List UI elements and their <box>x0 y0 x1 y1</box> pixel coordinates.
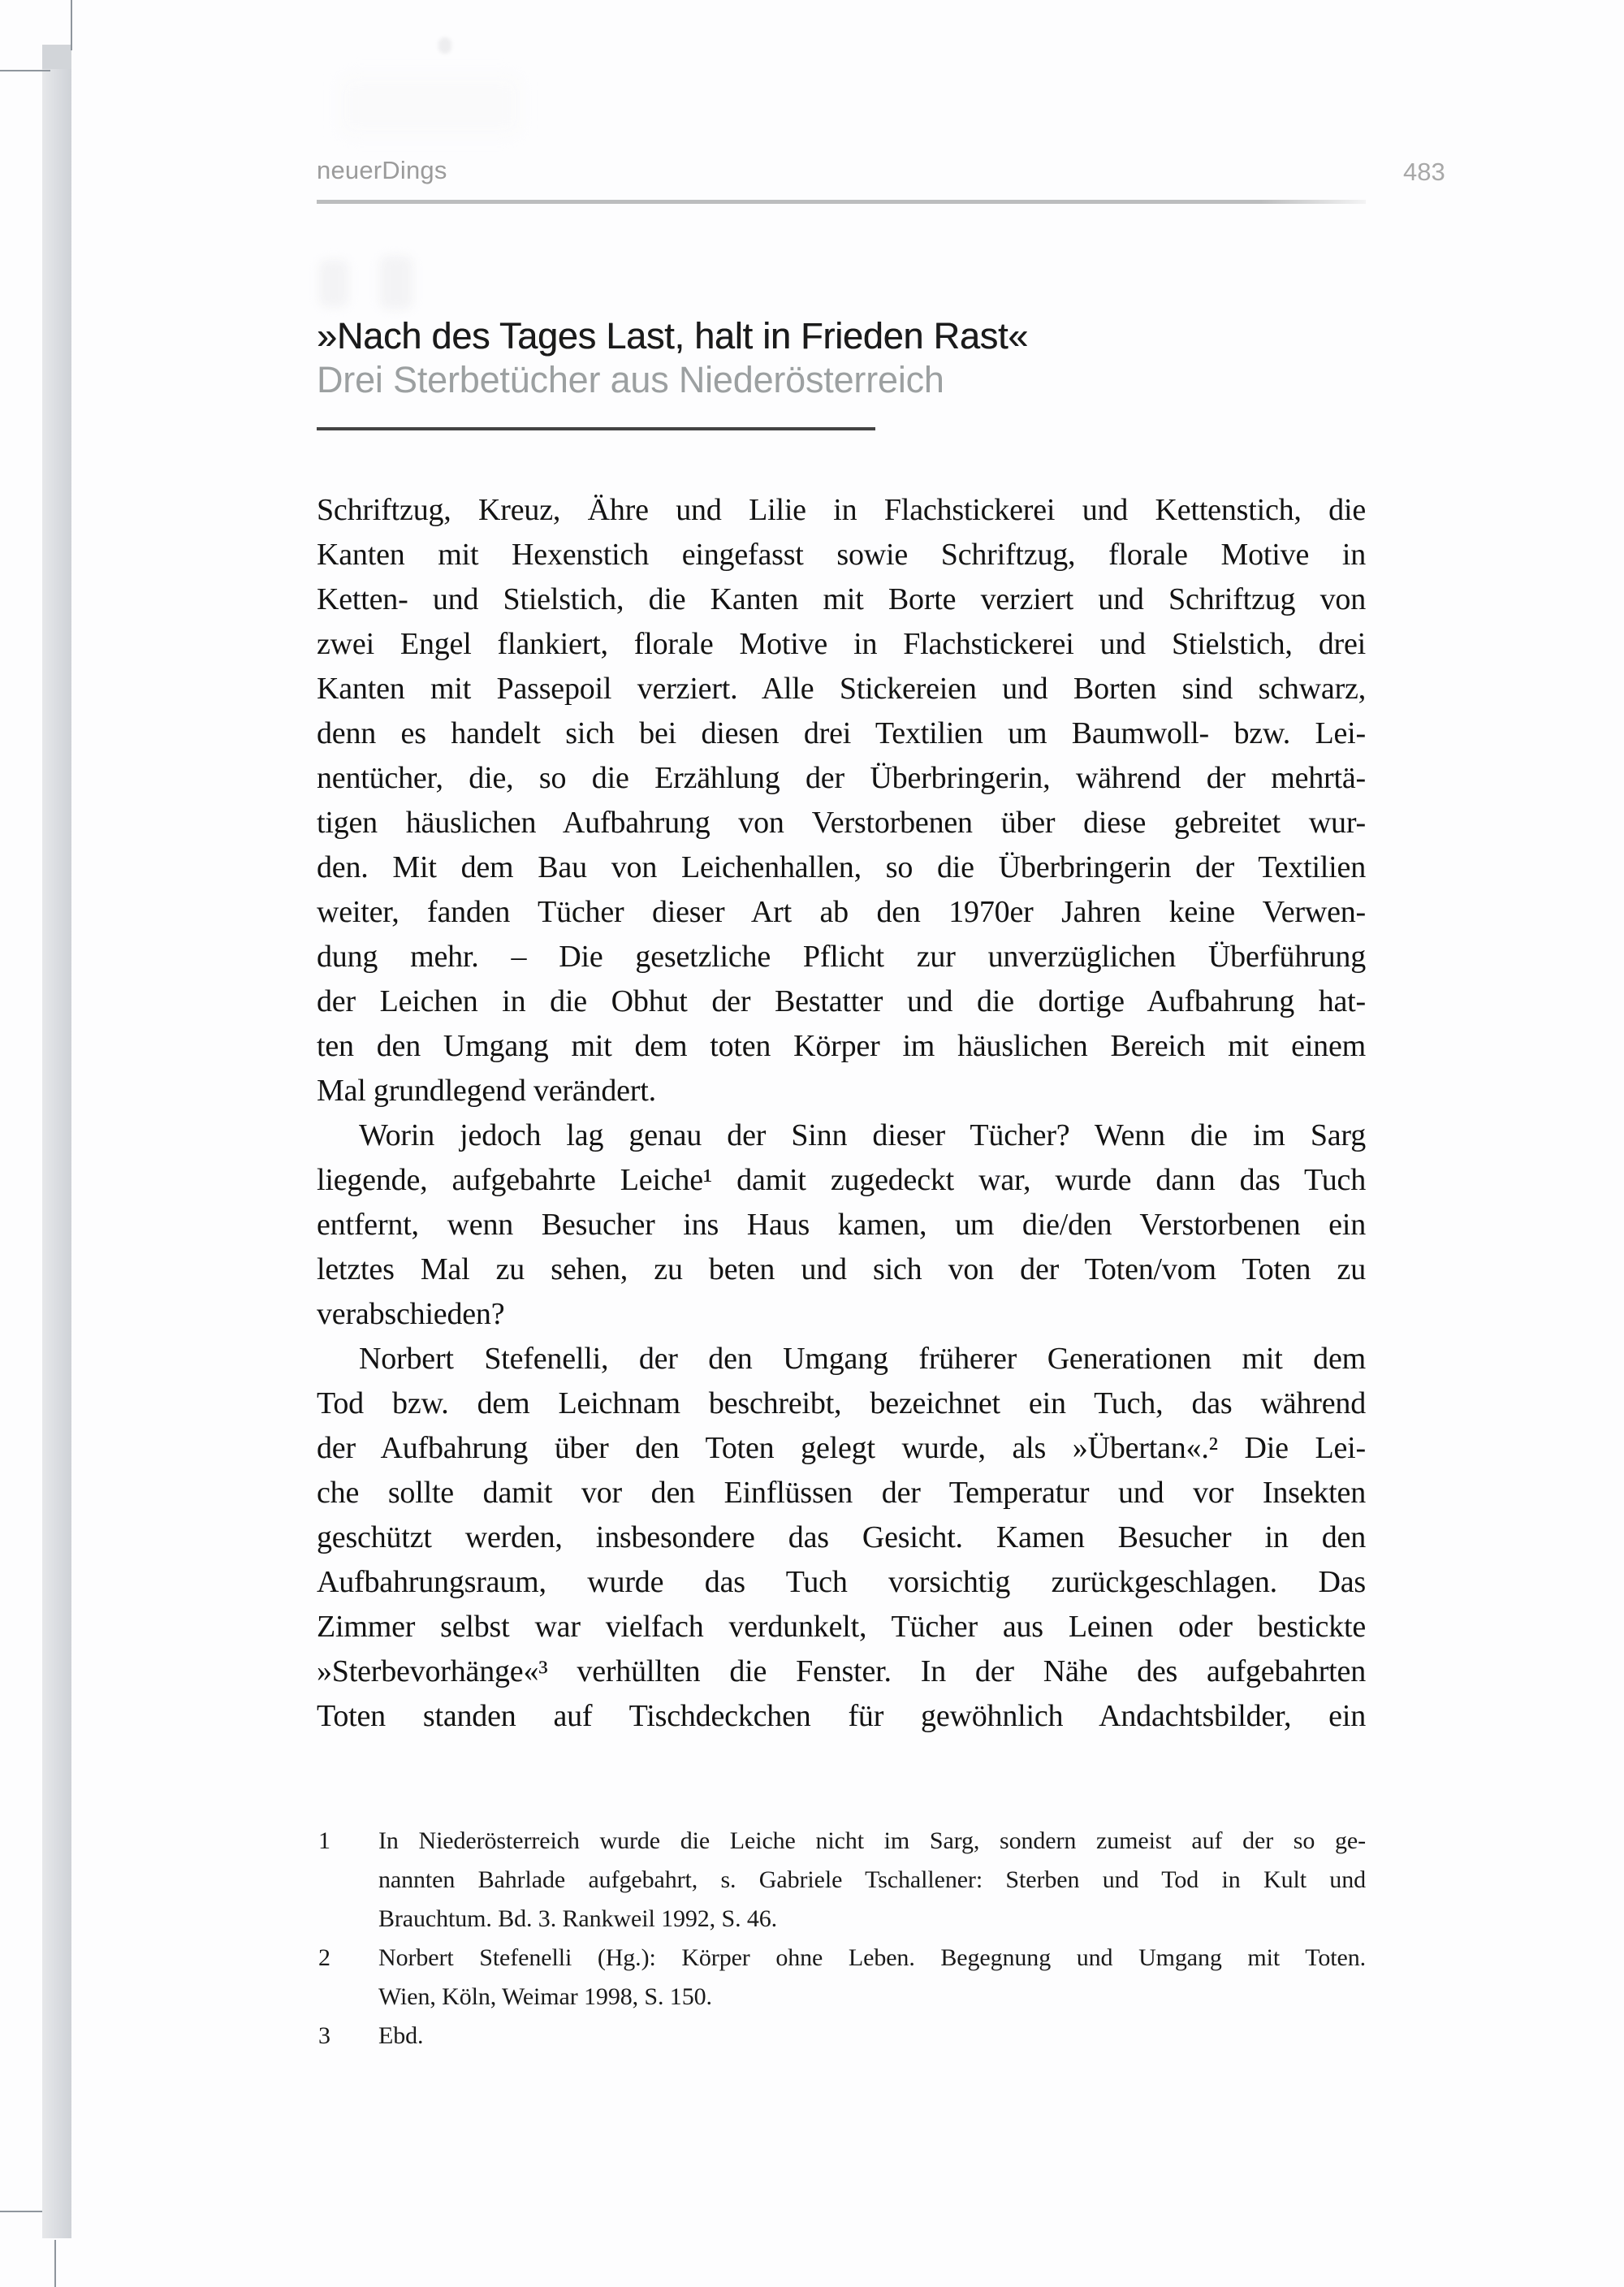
crop-mark-bottom-vertical <box>54 2240 56 2287</box>
title-block <box>317 315 1366 401</box>
footnote-text: nannten Bahrlade aufgebahrt, s. Gabriele Tschallener: Sterben und Tod in Kult und <box>378 1866 1366 1893</box>
text-line: Zimmer selbst war vielfach verdunkelt, Tücher aus Leinen oder bestickte <box>317 1610 1366 1644</box>
text-line: den. Mit dem Bau von Leichenhallen, so die Überbringerin der Textilien <box>317 850 1366 884</box>
text-line: der Aufbahrung über den Toten gelegt wurde, als »Übertan«.² Die Lei- <box>317 1431 1366 1465</box>
article-title: »Nach des Tages Last, halt in Frieden Rast« <box>317 315 1029 357</box>
scan-smudge <box>380 256 412 309</box>
footnote-text: Wien, Köln, Weimar 1998, S. 150. <box>378 1983 712 2010</box>
text-line: entfernt, wenn Besucher ins Haus kamen, um die/den Verstorbenen ein <box>317 1208 1366 1242</box>
crop-mark-bottom-horizontal <box>0 2211 42 2212</box>
article-body <box>317 488 1366 1739</box>
text-line: der Leichen in die Obhut der Bestatter und die dortige Aufbahrung hat- <box>317 984 1366 1018</box>
text-line: Worin jedoch lag genau der Sinn dieser Tücher? Wenn die im Sarg <box>359 1118 1366 1152</box>
scan-smudge <box>341 77 520 134</box>
footnote-text: Ebd. <box>378 2022 424 2049</box>
scan-smudge <box>319 260 348 307</box>
book-gutter-shadow <box>42 45 71 2238</box>
footnote-number: 3 <box>318 2022 330 2049</box>
footnote-row <box>317 2017 1366 2056</box>
footnotes <box>317 1822 1366 2056</box>
crop-mark-top-horizontal <box>0 70 50 71</box>
text-line: dung mehr. – Die gesetzliche Pflicht zur unverzüglichen Überführung <box>317 940 1366 974</box>
footnote-text: In Niederösterreich wurde die Leiche nicht im Sarg, sondern zumeist auf der so ge- <box>378 1827 1366 1854</box>
text-line: Kanten mit Hexenstich eingefasst sowie Schriftzug, florale Motive in <box>317 538 1366 572</box>
text-line: »Sterbevorhänge«³ verhüllten die Fenster. In der Nähe des aufgebahrten <box>317 1654 1366 1688</box>
footnote-row <box>317 1822 1366 1861</box>
text-line: Kanten mit Passepoil verziert. Alle Stickereien und Borten sind schwarz, <box>317 672 1366 706</box>
text-line: che sollte damit vor den Einflüssen der Temperatur und vor Insekten <box>317 1476 1366 1510</box>
text-line: liegende, aufgebahrte Leiche¹ damit zugedeckt war, wurde dann das Tuch <box>317 1163 1366 1197</box>
text-line: geschützt werden, insbesondere das Gesicht. Kamen Besucher in den <box>317 1520 1366 1554</box>
text-line: denn es handelt sich bei diesen drei Textilien um Baumwoll- bzw. Lei- <box>317 716 1366 750</box>
footnote-row <box>317 1861 1366 1900</box>
text-line: verabschieden? <box>317 1297 505 1331</box>
text-line: Norbert Stefenelli, der den Umgang früherer Generationen mit dem <box>359 1342 1366 1376</box>
text-line: tigen häuslichen Aufbahrung von Verstorbenen über diese gebreitet wur- <box>317 806 1366 840</box>
text-line: Mal grundlegend verändert. <box>317 1074 656 1108</box>
article-subtitle: Drei Sterbetücher aus Niederösterreich <box>317 359 944 400</box>
text-line: Tod bzw. dem Leichnam beschreibt, bezeichnet ein Tuch, das während <box>317 1386 1366 1420</box>
text-line: nentücher, die, so die Erzählung der Überbringerin, während der mehrtä- <box>317 761 1366 795</box>
footnote-number: 2 <box>318 1944 330 1971</box>
footnote-row <box>317 1939 1366 1978</box>
journal-name: neuerDings <box>317 156 447 184</box>
page-number: 483 <box>1403 158 1445 186</box>
header-rule <box>317 200 1366 204</box>
text-line: weiter, fanden Tücher dieser Art ab den 1970er Jahren keine Verwen- <box>317 895 1366 929</box>
footnote-row <box>317 1978 1366 2017</box>
title-rule <box>317 427 875 430</box>
footnote-text: Norbert Stefenelli (Hg.): Körper ohne Leben. Begegnung und Umgang mit Toten. <box>378 1944 1366 1971</box>
crop-mark-top-vertical <box>71 0 72 50</box>
text-line: Toten standen auf Tischdeckchen für gewöhnlich Andachtsbilder, ein <box>317 1699 1366 1733</box>
text-line: Schriftzug, Kreuz, Ähre und Lilie in Flachstickerei und Kettenstich, die <box>317 493 1366 527</box>
text-line: Ketten- und Stielstich, die Kanten mit Borte verziert und Schriftzug von <box>317 582 1366 616</box>
text-line: ten den Umgang mit dem toten Körper im häuslichen Bereich mit einem <box>317 1029 1366 1063</box>
scan-smudge <box>438 37 451 54</box>
text-line: zwei Engel flankiert, florale Motive in Flachstickerei und Stielstich, drei <box>317 627 1366 661</box>
footnote-row <box>317 1900 1366 1939</box>
text-line: Aufbahrungsraum, wurde das Tuch vorsichtig zurückgeschlagen. Das <box>317 1565 1366 1599</box>
text-line: letztes Mal zu sehen, zu beten und sich von der Toten/vom Toten zu <box>317 1252 1366 1286</box>
footnote-number: 1 <box>318 1827 330 1854</box>
footnote-text: Brauchtum. Bd. 3. Rankweil 1992, S. 46. <box>378 1905 778 1932</box>
